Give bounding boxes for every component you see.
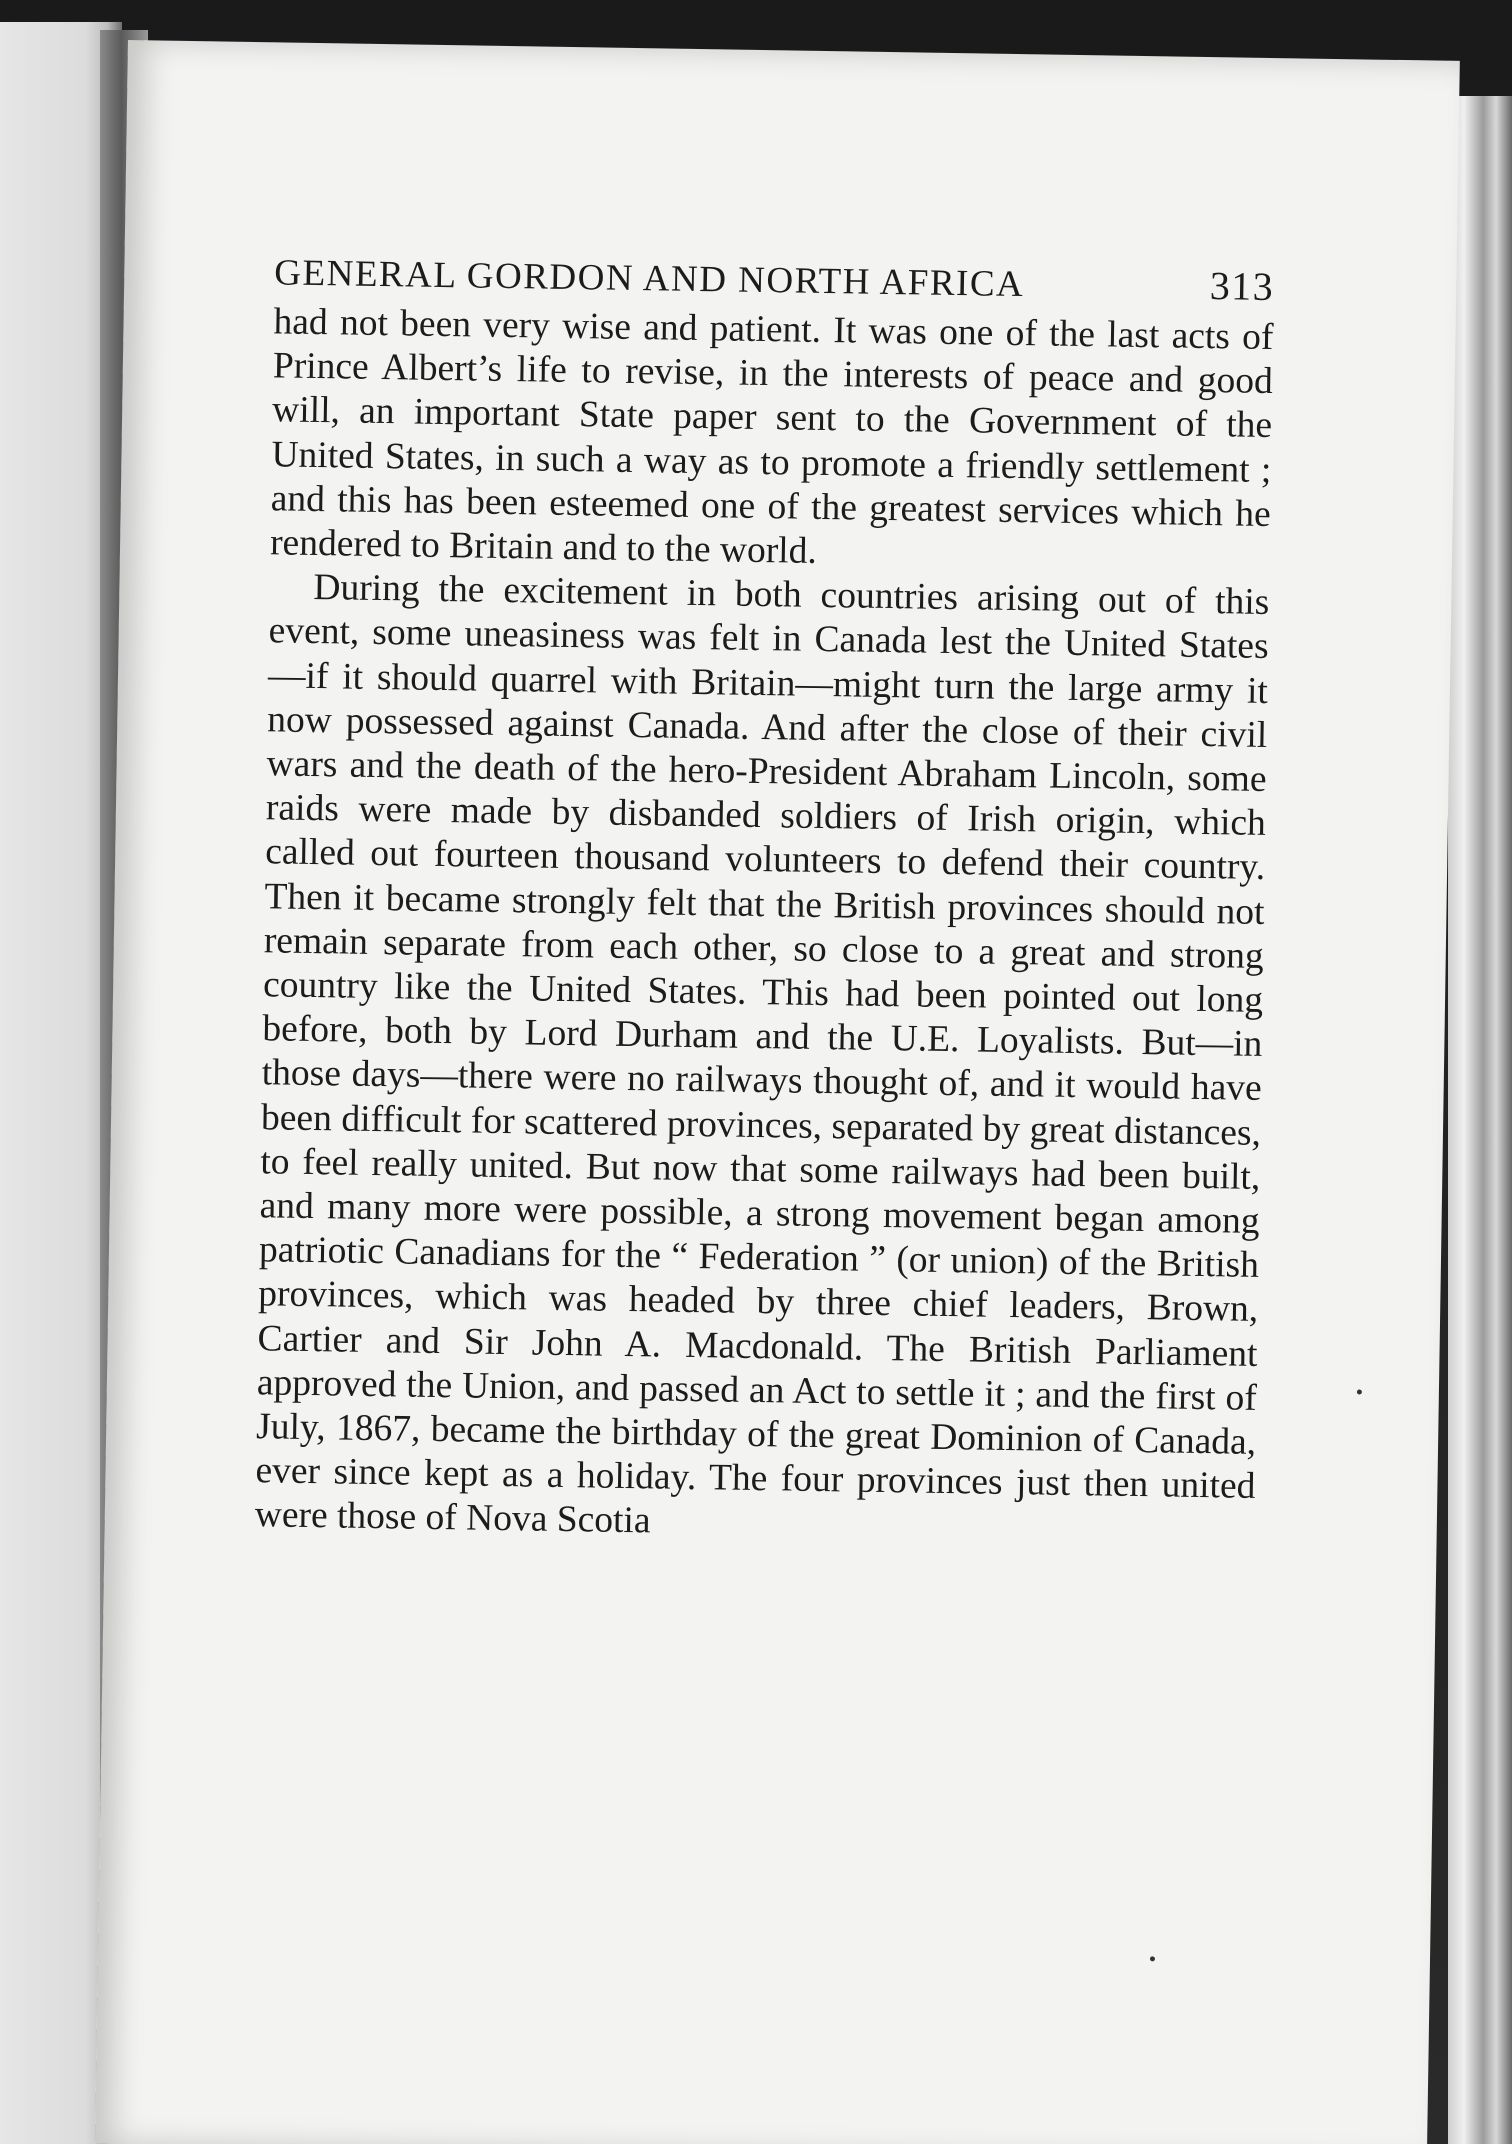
page-number: 313 (1209, 263, 1275, 310)
paper-speck (1357, 1389, 1362, 1394)
running-title: GENERAL GORDON AND NORTH AFRICA (274, 252, 1025, 306)
paragraph-canada-federation: During the excitement in both countries arising out of this event, some uneasiness was felt in Canada lest the United States—if it should quarrel with Britain—might turn the large army it now possessed against Canada. And after the close of their civil wars and the death of the hero-President Abraham Lincoln, some raids were made by disbanded soldiers of Irish origin, which called out fourteen thousand volunteers to defend their country. Then it became strongly felt that the British provinces should not remain separate from each other, so close to a great and strong country like the United States. This had been pointed out long before, both by Lord Durham and the U.E. Loyalists. But—in those days—there were no railways thought of, and it would have been difficult for scattered provinces, separated by great distances, to feel really united. But now that some railways had been built, and many more were possible, a strong movement began among patriotic Canadians for the “ Federation ” (or union) of the British provinces, which was headed by three chief leaders, Brown, Cartier and Sir John A. Macdonald. The British Parliament approved the Union, and passed an Act to settle it ; and the first of July, 1867, became the birthday of the great Dominion of Canada, ever since kept as a holiday. The four provinces just then united were those of Nova Scotia (254, 567, 1270, 1542)
page-text-block (254, 247, 1274, 1553)
book-page (95, 40, 1460, 2144)
paragraph-continuation: had not been very wise and patient. It was one of the last acts of Prince Albert’s life to revise, in the interests of peace and good will, an important State paper sent to the Government of the United States, in such a way as to promote a friendly settlement ; and this has been esteemed one of the greatest services which he rendered to Britain and to the world. (269, 301, 1274, 572)
page-stack-edge (1448, 96, 1512, 2144)
paper-speck (1150, 1956, 1155, 1961)
running-header (274, 247, 1275, 310)
body-text (254, 300, 1273, 1553)
